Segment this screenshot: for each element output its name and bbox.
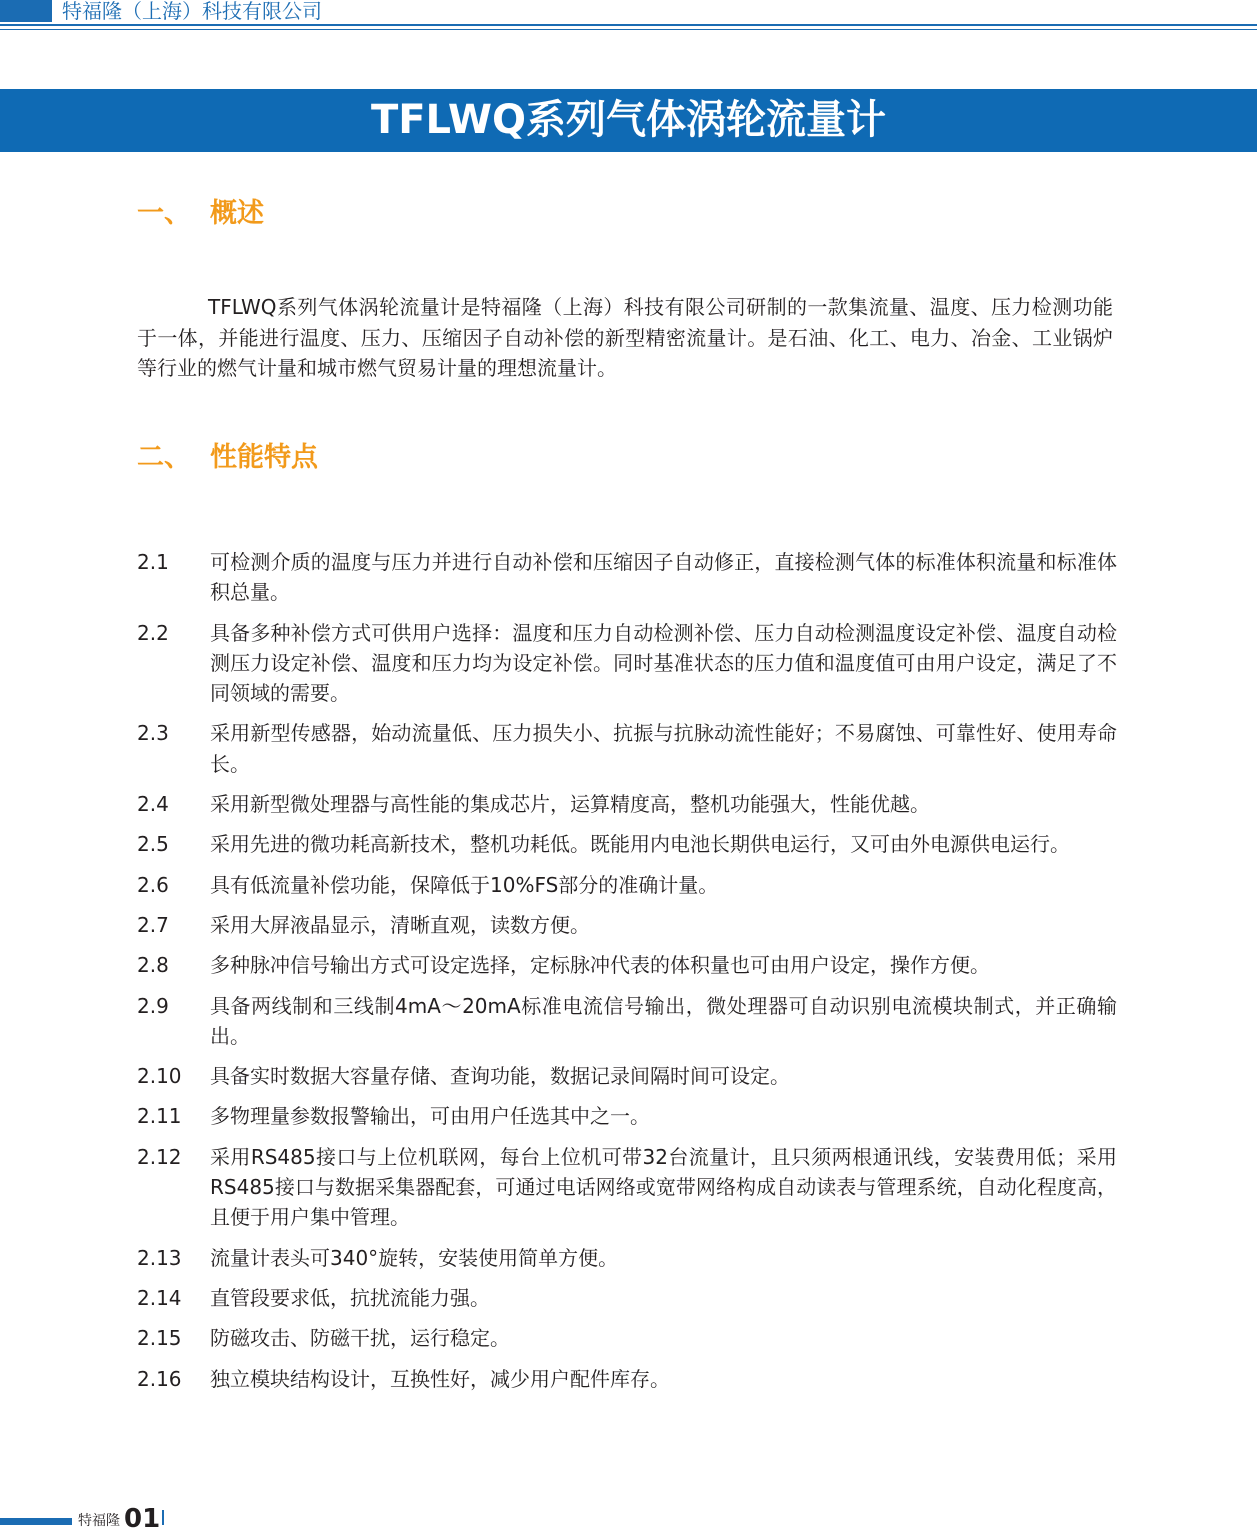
- feature-text: 具备两线制和三线制4mA～20mA标准电流信号输出，微处理器可自动识别电流模块制式，并正确输出。: [210, 993, 1117, 1048]
- footer-brand: 特福隆: [78, 1513, 120, 1529]
- page-number: 01: [124, 1504, 161, 1534]
- header-rule-thin: [0, 29, 1257, 30]
- overview-paragraph: [137, 292, 1113, 384]
- feature-item: [137, 991, 1117, 1052]
- feature-text: 具备实时数据大容量存储、查询功能，数据记录间隔时间可设定。: [210, 1064, 790, 1089]
- feature-number: 2.7: [137, 912, 169, 937]
- feature-number: 2.14: [137, 1285, 182, 1310]
- title-banner: [0, 89, 1257, 152]
- feature-number: 2.8: [137, 953, 169, 978]
- page-title: TFLWQ系列气体涡轮流量计: [370, 97, 887, 143]
- section-heading-overview: [137, 197, 264, 231]
- feature-item: [137, 1323, 1117, 1353]
- feature-item: [137, 1142, 1117, 1233]
- feature-number: 2.12: [137, 1144, 182, 1169]
- overview-text: TFLWQ系列气体涡轮流量计是特福隆（上海）科技有限公司研制的一款集流量、温度、压力检测功能于一体，并能进行温度、压力、压缩因子自动补偿的新型精密流量计。是石油、化工、电力、冶金、工业锅炉等行业的燃气计量和城市燃气贸易计量的理想流量计。: [137, 295, 1113, 380]
- feature-item: [137, 547, 1117, 608]
- header-rule: [0, 24, 1257, 26]
- feature-text: 防磁攻击、防磁干扰，运行稳定。: [210, 1326, 510, 1351]
- feature-item: [137, 1283, 1117, 1313]
- feature-text: 多种脉冲信号输出方式可设定选择，定标脉冲代表的体积量也可由用户设定，操作方便。: [210, 953, 990, 978]
- header-color-block: [0, 0, 52, 22]
- feature-number: 2.1: [137, 550, 169, 574]
- feature-text: 直管段要求低，抗扰流能力强。: [210, 1285, 490, 1310]
- feature-list: [137, 547, 1117, 1404]
- feature-text: 采用先进的微功耗高新技术，整机功耗低。既能用内电池长期供电运行，又可由外电源供电运行。: [210, 832, 1070, 857]
- feature-text: 采用新型传感器，始动流量低、压力损失小、抗振与抗脉动流性能好；不易腐蚀、可靠性好、使用寿命长。: [210, 721, 1117, 776]
- feature-number: 2.9: [137, 993, 169, 1018]
- feature-item: [137, 829, 1117, 859]
- feature-text: 采用RS485接口与上位机联网，每台上位机可带32台流量计，且只须两根通讯线，安装费用低；采用RS485接口与数据采集器配套，可通过电话网络或宽带网络构成自动读表与管理系统，自动化程度高，且便于用户集中管理。: [210, 1144, 1117, 1230]
- feature-item: [137, 1061, 1117, 1091]
- feature-text: 独立模块结构设计，互换性好，减少用户配件库存。: [210, 1366, 670, 1391]
- feature-number: 2.5: [137, 832, 169, 857]
- page-header: [0, 0, 1257, 32]
- feature-text: 多物理量参数报警输出，可由用户任选其中之一。: [210, 1104, 650, 1129]
- feature-text: 具备多种补偿方式可供用户选择：温度和压力自动检测补偿、压力自动检测温度设定补偿、温度自动检测压力设定补偿、温度和压力均为设定补偿。同时基准状态的压力值和温度值可由用户设定，满足了不同领域的需要。: [210, 620, 1117, 706]
- feature-item: [137, 1364, 1117, 1394]
- footer-color-bar: [0, 1518, 72, 1525]
- feature-number: 2.10: [137, 1064, 182, 1089]
- feature-item: [137, 910, 1117, 940]
- feature-item: [137, 1101, 1117, 1131]
- feature-text: 采用大屏液晶显示，清晰直观，读数方便。: [210, 912, 590, 937]
- section-heading-features: [137, 441, 318, 475]
- feature-text: 采用新型微处理器与高性能的集成芯片，运算精度高，整机功能强大，性能优越。: [210, 792, 930, 817]
- company-name: 特福隆（上海）科技有限公司: [62, 0, 322, 23]
- footer-divider: [162, 1510, 164, 1525]
- section-title: 性能特点: [210, 442, 318, 473]
- feature-item: [137, 870, 1117, 900]
- feature-number: 2.6: [137, 872, 169, 897]
- feature-number: 2.13: [137, 1245, 182, 1270]
- feature-number: 2.15: [137, 1326, 182, 1351]
- feature-number: 2.3: [137, 721, 169, 746]
- feature-text: 具有低流量补偿功能，保障低于10%FS部分的准确计量。: [210, 872, 719, 897]
- feature-item: [137, 789, 1117, 819]
- feature-text: 流量计表头可340°旋转，安装使用简单方便。: [210, 1245, 619, 1270]
- feature-number: 2.11: [137, 1104, 182, 1129]
- section-number: 二、: [137, 442, 191, 473]
- section-title: 概述: [210, 198, 264, 229]
- feature-number: 2.16: [137, 1366, 182, 1391]
- feature-number: 2.2: [137, 620, 169, 645]
- feature-item: [137, 950, 1117, 980]
- feature-item: [137, 1243, 1117, 1273]
- feature-text: 可检测介质的温度与压力并进行自动补偿和压缩因子自动修正，直接检测气体的标准体积流量和标准体积总量。: [210, 550, 1117, 605]
- feature-number: 2.4: [137, 792, 169, 817]
- section-number: 一、: [137, 198, 191, 229]
- feature-item: [137, 618, 1117, 709]
- feature-item: [137, 718, 1117, 779]
